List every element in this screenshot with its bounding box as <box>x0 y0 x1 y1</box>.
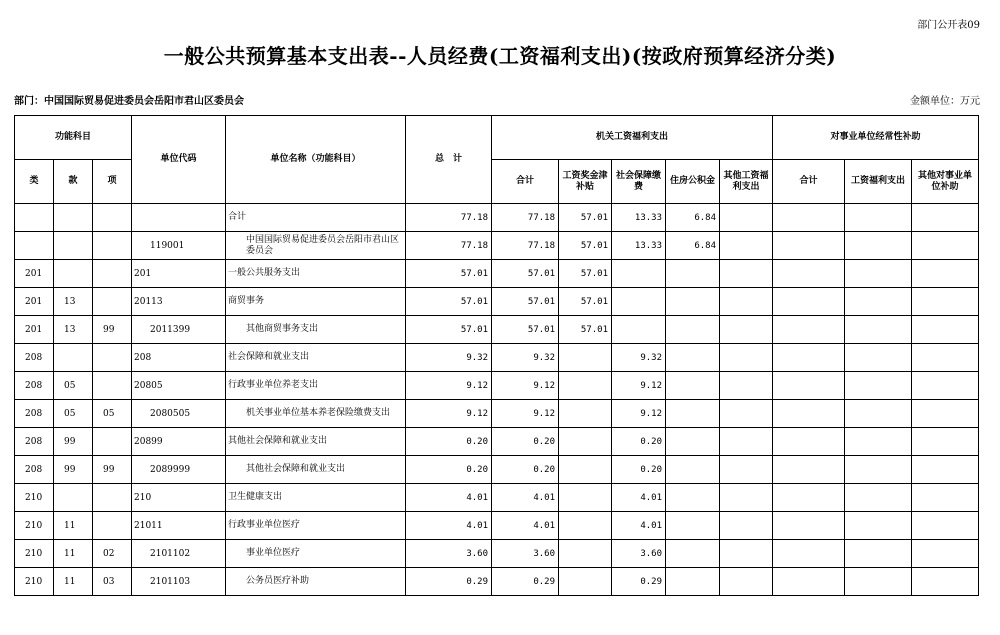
header-sub-total: 合计 <box>773 160 845 204</box>
cell-total: 0.29 <box>406 568 492 596</box>
cell-xiang: 05 <box>93 400 132 428</box>
cell-lei: 210 <box>15 568 54 596</box>
cell-org-total: 77.18 <box>492 232 559 260</box>
cell-unit-code: 201 <box>132 260 226 288</box>
table-row <box>15 372 979 400</box>
cell-xiang <box>93 512 132 540</box>
cell-xiang <box>93 484 132 512</box>
cell-sub-welfare <box>845 428 912 456</box>
cell-org-bonus <box>559 428 612 456</box>
cell-unit-code: 2080505 <box>132 400 226 428</box>
cell-total: 57.01 <box>406 316 492 344</box>
cell-org-other <box>720 232 773 260</box>
cell-unit-code: 208 <box>132 344 226 372</box>
cell-org-total: 0.20 <box>492 456 559 484</box>
cell-org-other <box>720 512 773 540</box>
cell-org-bonus <box>559 344 612 372</box>
cell-org-bonus <box>559 372 612 400</box>
table-row <box>15 204 979 232</box>
cell-sub-total <box>773 400 845 428</box>
cell-sub-welfare <box>845 456 912 484</box>
cell-sub-total <box>773 288 845 316</box>
cell-org-other <box>720 540 773 568</box>
cell-kuan <box>54 204 93 232</box>
cell-org-total: 57.01 <box>492 316 559 344</box>
header-org-total: 合计 <box>492 160 559 204</box>
cell-unit-name: 合计 <box>226 204 406 232</box>
cell-org-housing <box>666 316 720 344</box>
cell-unit-code <box>132 204 226 232</box>
cell-kuan <box>54 260 93 288</box>
table-row <box>15 344 979 372</box>
cell-org-total: 3.60 <box>492 540 559 568</box>
expenditure-table <box>14 115 979 596</box>
cell-org-social: 13.33 <box>612 204 666 232</box>
cell-org-social: 0.20 <box>612 456 666 484</box>
cell-sub-welfare <box>845 204 912 232</box>
cell-sub-total <box>773 428 845 456</box>
cell-org-housing <box>666 372 720 400</box>
cell-unit-code: 20899 <box>132 428 226 456</box>
cell-org-other <box>720 316 773 344</box>
header-org-social: 社会保障缴费 <box>612 160 666 204</box>
cell-org-total: 57.01 <box>492 288 559 316</box>
department-label: 部门：中国国际贸易促进委员会岳阳市君山区委员会 <box>14 96 244 107</box>
cell-xiang: 02 <box>93 540 132 568</box>
cell-sub-other <box>912 344 979 372</box>
table-row <box>15 428 979 456</box>
cell-unit-code: 210 <box>132 484 226 512</box>
cell-unit-code: 21011 <box>132 512 226 540</box>
cell-sub-total <box>773 456 845 484</box>
cell-unit-code: 2089999 <box>132 456 226 484</box>
cell-unit-name: 公务员医疗补助 <box>226 568 406 596</box>
cell-org-bonus: 57.01 <box>559 204 612 232</box>
cell-sub-other <box>912 540 979 568</box>
header-sub-other: 其他对事业单位补助 <box>912 160 979 204</box>
table-row <box>15 484 979 512</box>
cell-org-housing <box>666 400 720 428</box>
cell-sub-total <box>773 540 845 568</box>
page-title: 一般公共预算基本支出表--人员经费(工资福利支出)(按政府预算经济分类) <box>163 44 837 68</box>
cell-kuan <box>54 344 93 372</box>
cell-org-total: 4.01 <box>492 484 559 512</box>
cell-sub-welfare <box>845 288 912 316</box>
cell-xiang <box>93 344 132 372</box>
cell-org-total: 57.01 <box>492 260 559 288</box>
cell-org-social: 0.29 <box>612 568 666 596</box>
cell-unit-code: 119001 <box>132 232 226 260</box>
table-row <box>15 316 979 344</box>
cell-org-total: 0.29 <box>492 568 559 596</box>
cell-xiang: 99 <box>93 316 132 344</box>
cell-org-social: 0.20 <box>612 428 666 456</box>
cell-sub-welfare <box>845 512 912 540</box>
cell-sub-welfare <box>845 568 912 596</box>
table-row <box>15 568 979 596</box>
cell-unit-name: 其他商贸事务支出 <box>226 316 406 344</box>
header-sub-welfare: 工资福利支出 <box>845 160 912 204</box>
cell-org-bonus: 57.01 <box>559 232 612 260</box>
cell-kuan: 13 <box>54 316 93 344</box>
cell-org-bonus <box>559 568 612 596</box>
header-unit-code: 单位代码 <box>132 116 226 204</box>
table-row <box>15 288 979 316</box>
cell-org-bonus <box>559 540 612 568</box>
cell-sub-other <box>912 484 979 512</box>
cell-sub-welfare <box>845 344 912 372</box>
cell-sub-welfare <box>845 484 912 512</box>
cell-kuan <box>54 232 93 260</box>
cell-sub-total <box>773 260 845 288</box>
cell-org-other <box>720 288 773 316</box>
cell-xiang <box>93 372 132 400</box>
cell-org-bonus <box>559 400 612 428</box>
cell-org-social: 9.32 <box>612 344 666 372</box>
cell-unit-name: 其他社会保障和就业支出 <box>226 428 406 456</box>
header-func-subject: 功能科目 <box>15 116 132 160</box>
cell-unit-code: 20805 <box>132 372 226 400</box>
cell-sub-total <box>773 568 845 596</box>
cell-org-total: 9.32 <box>492 344 559 372</box>
cell-sub-other <box>912 456 979 484</box>
cell-org-bonus: 57.01 <box>559 288 612 316</box>
cell-org-other <box>720 484 773 512</box>
cell-lei: 210 <box>15 540 54 568</box>
cell-sub-total <box>773 512 845 540</box>
cell-sub-other <box>912 316 979 344</box>
cell-org-social: 9.12 <box>612 400 666 428</box>
cell-org-total: 77.18 <box>492 204 559 232</box>
cell-org-bonus: 57.01 <box>559 316 612 344</box>
cell-lei: 210 <box>15 512 54 540</box>
cell-kuan <box>54 484 93 512</box>
header-org-bonus: 工资奖金津补贴 <box>559 160 612 204</box>
cell-xiang <box>93 232 132 260</box>
cell-lei: 208 <box>15 344 54 372</box>
header-org-welfare-group: 机关工资福利支出 <box>492 116 773 160</box>
cell-kuan: 05 <box>54 372 93 400</box>
cell-org-social: 4.01 <box>612 512 666 540</box>
cell-org-other <box>720 372 773 400</box>
cell-xiang <box>93 288 132 316</box>
cell-unit-name: 其他社会保障和就业支出 <box>226 456 406 484</box>
cell-lei: 208 <box>15 372 54 400</box>
table-row <box>15 512 979 540</box>
cell-lei <box>15 204 54 232</box>
cell-unit-name: 商贸事务 <box>226 288 406 316</box>
cell-total: 0.20 <box>406 456 492 484</box>
cell-org-other <box>720 428 773 456</box>
cell-total: 77.18 <box>406 232 492 260</box>
cell-total: 77.18 <box>406 204 492 232</box>
cell-org-housing: 6.84 <box>666 232 720 260</box>
cell-kuan: 99 <box>54 456 93 484</box>
cell-org-social <box>612 288 666 316</box>
cell-sub-total <box>773 484 845 512</box>
cell-kuan: 11 <box>54 512 93 540</box>
cell-sub-welfare <box>845 540 912 568</box>
cell-total: 4.01 <box>406 512 492 540</box>
cell-org-bonus: 57.01 <box>559 260 612 288</box>
cell-org-other <box>720 344 773 372</box>
cell-org-housing: 6.84 <box>666 204 720 232</box>
cell-lei: 208 <box>15 428 54 456</box>
cell-unit-name: 行政事业单位养老支出 <box>226 372 406 400</box>
cell-total: 57.01 <box>406 260 492 288</box>
cell-org-bonus <box>559 484 612 512</box>
cell-sub-welfare <box>845 372 912 400</box>
cell-org-total: 9.12 <box>492 400 559 428</box>
cell-org-housing <box>666 456 720 484</box>
cell-unit-code: 2011399 <box>132 316 226 344</box>
table-row <box>15 540 979 568</box>
header-total: 总 计 <box>406 116 492 204</box>
cell-kuan: 11 <box>54 568 93 596</box>
cell-xiang <box>93 428 132 456</box>
cell-org-housing <box>666 428 720 456</box>
cell-unit-name: 行政事业单位医疗 <box>226 512 406 540</box>
cell-kuan: 11 <box>54 540 93 568</box>
cell-sub-other <box>912 204 979 232</box>
cell-lei: 210 <box>15 484 54 512</box>
cell-sub-other <box>912 232 979 260</box>
header-unit-name: 单位名称（功能科目） <box>226 116 406 204</box>
cell-total: 9.12 <box>406 400 492 428</box>
cell-org-bonus <box>559 512 612 540</box>
cell-unit-code: 2101102 <box>132 540 226 568</box>
cell-total: 9.32 <box>406 344 492 372</box>
currency-unit-label: 金额单位：万元 <box>910 96 980 107</box>
cell-total: 0.20 <box>406 428 492 456</box>
cell-unit-name: 一般公共服务支出 <box>226 260 406 288</box>
cell-org-social: 4.01 <box>612 484 666 512</box>
header-subsidy-group: 对事业单位经常性补助 <box>773 116 979 160</box>
cell-org-housing <box>666 568 720 596</box>
cell-lei: 201 <box>15 316 54 344</box>
header-lei: 类 <box>15 160 54 204</box>
cell-org-total: 0.20 <box>492 428 559 456</box>
cell-sub-other <box>912 288 979 316</box>
cell-org-bonus <box>559 456 612 484</box>
cell-unit-name: 社会保障和就业支出 <box>226 344 406 372</box>
cell-org-social <box>612 316 666 344</box>
cell-sub-other <box>912 568 979 596</box>
cell-xiang <box>93 204 132 232</box>
cell-lei <box>15 232 54 260</box>
cell-unit-name: 机关事业单位基本养老保险缴费支出 <box>226 400 406 428</box>
cell-org-social: 9.12 <box>612 372 666 400</box>
cell-lei: 201 <box>15 288 54 316</box>
cell-lei: 208 <box>15 456 54 484</box>
cell-sub-total <box>773 344 845 372</box>
cell-total: 9.12 <box>406 372 492 400</box>
cell-org-housing <box>666 484 720 512</box>
cell-xiang <box>93 260 132 288</box>
table-row <box>15 456 979 484</box>
cell-xiang: 99 <box>93 456 132 484</box>
cell-sub-total <box>773 232 845 260</box>
cell-org-housing <box>666 260 720 288</box>
cell-org-housing <box>666 344 720 372</box>
cell-sub-other <box>912 400 979 428</box>
cell-sub-total <box>773 204 845 232</box>
cell-sub-welfare <box>845 260 912 288</box>
cell-unit-name: 卫生健康支出 <box>226 484 406 512</box>
cell-sub-other <box>912 512 979 540</box>
table-row <box>15 400 979 428</box>
cell-kuan: 99 <box>54 428 93 456</box>
cell-org-other <box>720 456 773 484</box>
cell-unit-code: 2101103 <box>132 568 226 596</box>
header-org-other: 其他工资福利支出 <box>720 160 773 204</box>
header-kuan: 款 <box>54 160 93 204</box>
cell-sub-total <box>773 316 845 344</box>
cell-total: 3.60 <box>406 540 492 568</box>
cell-lei: 208 <box>15 400 54 428</box>
cell-sub-other <box>912 260 979 288</box>
cell-org-other <box>720 204 773 232</box>
table-row <box>15 232 979 260</box>
cell-org-social: 13.33 <box>612 232 666 260</box>
cell-sub-welfare <box>845 316 912 344</box>
cell-lei: 201 <box>15 260 54 288</box>
table-row <box>15 260 979 288</box>
cell-org-total: 4.01 <box>492 512 559 540</box>
cell-org-social <box>612 260 666 288</box>
header-xiang: 项 <box>93 160 132 204</box>
cell-org-housing <box>666 540 720 568</box>
cell-xiang: 03 <box>93 568 132 596</box>
cell-org-total: 9.12 <box>492 372 559 400</box>
cell-sub-welfare <box>845 232 912 260</box>
cell-unit-name: 事业单位医疗 <box>226 540 406 568</box>
cell-org-other <box>720 568 773 596</box>
cell-kuan: 13 <box>54 288 93 316</box>
cell-total: 4.01 <box>406 484 492 512</box>
cell-sub-welfare <box>845 400 912 428</box>
table-number-label: 部门公开表09 <box>917 20 980 31</box>
cell-kuan: 05 <box>54 400 93 428</box>
cell-unit-name: 中国国际贸易促进委员会岳阳市君山区委员会 <box>226 232 406 260</box>
cell-unit-code: 20113 <box>132 288 226 316</box>
cell-sub-total <box>773 372 845 400</box>
cell-org-social: 3.60 <box>612 540 666 568</box>
cell-org-other <box>720 400 773 428</box>
cell-org-housing <box>666 512 720 540</box>
cell-sub-other <box>912 372 979 400</box>
header-org-housing: 住房公积金 <box>666 160 720 204</box>
cell-total: 57.01 <box>406 288 492 316</box>
cell-org-housing <box>666 288 720 316</box>
cell-sub-other <box>912 428 979 456</box>
cell-org-other <box>720 260 773 288</box>
